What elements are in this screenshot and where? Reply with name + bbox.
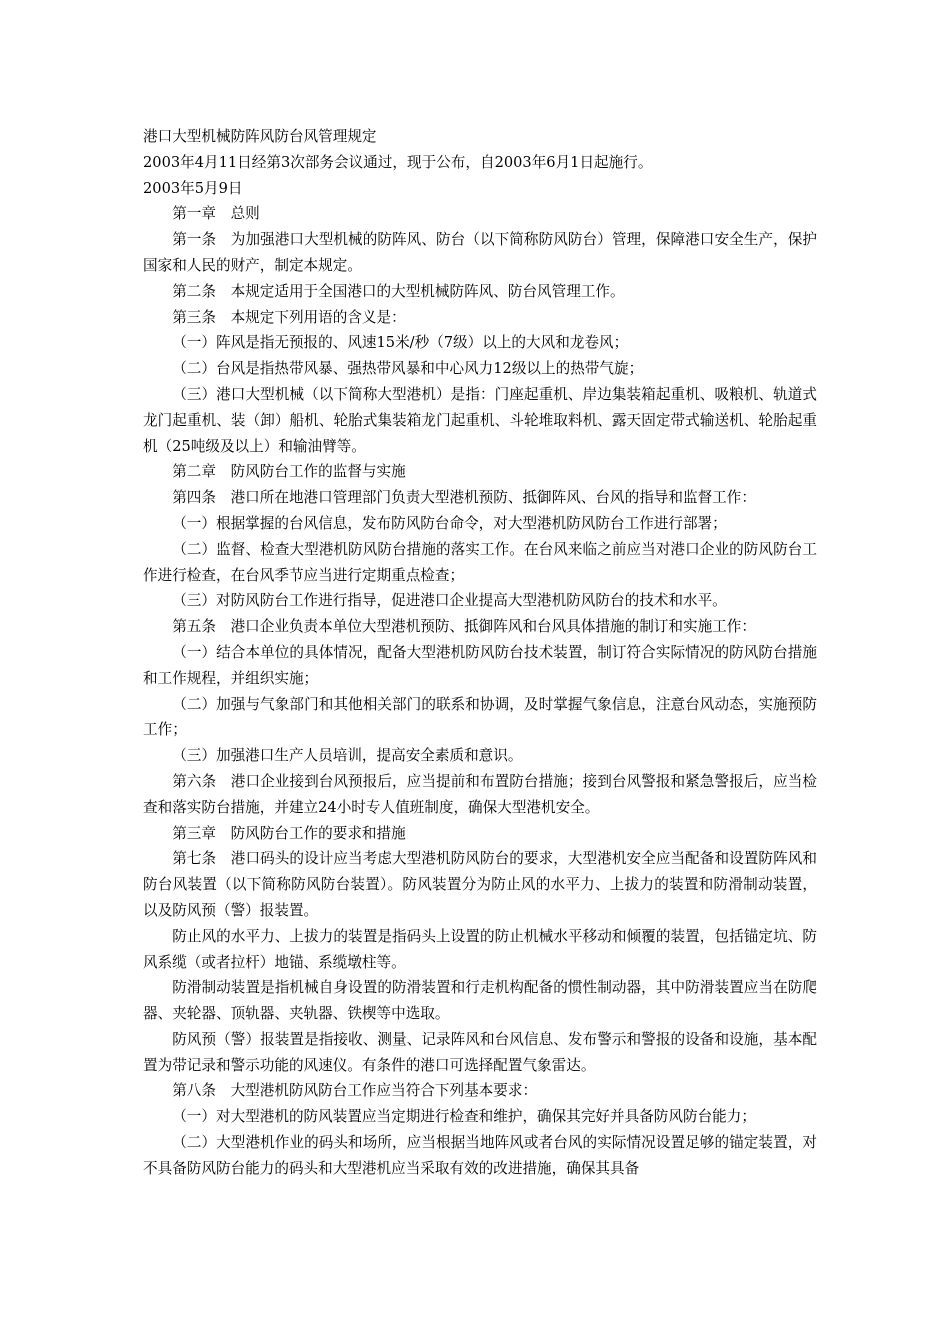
chapter-2-heading: 第二章 防风防台工作的监督与实施 — [172, 463, 406, 481]
chapter-1-heading: 第一章 总则 — [172, 205, 260, 223]
adoption-notice: 2003年4月11日经第3次部务会议通过，现于公布，自2003年6月1日起施行。 — [143, 153, 653, 171]
document-title: 港口大型机械防阵风防台风管理规定 — [143, 128, 377, 145]
article-5-item-2: （二）加强与气象部门和其他相关部门的联系和协调，及时掌握气象信息，注意台风动态，实施预防工作； — [143, 695, 817, 739]
article-6: 第六条 港口企业接到台风预报后，应当提前和布置防台措施；接到台风警报和紧急警报后，应当检查和落实防台措施，并建立24小时专人值班制度，确保大型港机安全。 — [143, 772, 817, 816]
issue-date: 2003年5月9日 — [143, 179, 243, 197]
article-7-para-3: 防滑制动装置是指机械自身设置的防滑装置和行走机构配备的惯性制动器，其中防滑装置应当在防爬器、夹轮器、顶轨器、夹轨器、铁楔等中选取。 — [143, 979, 817, 1023]
article-5-item-1: （一）结合本单位的具体情况，配备大型港机防风防台技术装置，制订符合实际情况的防风防台措施和工作规程，并组织实施； — [143, 643, 817, 687]
article-3-item-3: （三）港口大型机械（以下简称大型港机）是指：门座起重机、岸边集装箱起重机、吸粮机、轨道式龙门起重机、装（卸）船机、轮胎式集装箱龙门起重机、斗轮堆取料机、露天固定带式输送机、轮胎起重机（25吨级及以上）和输油臂等。 — [143, 385, 817, 455]
article-3-item-2: （二）台风是指热带风暴、强热带风暴和中心风力12级以上的热带气旋； — [172, 360, 644, 378]
chapter-3-heading: 第三章 防风防台工作的要求和措施 — [172, 824, 406, 842]
article-5: 第五条 港口企业负责本单位大型港机预防、抵御阵风和台风具体措施的制订和实施工作： — [172, 618, 756, 636]
article-7-para-4: 防风预（警）报装置是指接收、测量、记录阵风和台风信息、发布警示和警报的设备和设施，基本配置为带记录和警示功能的风速仪。有条件的港口可选择配置气象雷达。 — [143, 1030, 817, 1074]
article-4-item-1: （一）根据掌握的台风信息，发布防风防台命令，对大型港机防风防台工作进行部署； — [172, 514, 727, 532]
article-7-para-2: 防止风的水平力、上拔力的装置是指码头上设置的防止机械水平移动和倾覆的装置，包括锚定坑、防风系缆（或者拉杆）地锚、系缆墩柱等。 — [143, 927, 817, 971]
article-8-item-1: （一）对大型港机的防风装置应当定期进行检查和维护，确保其完好并具备防风防台能力； — [172, 1108, 756, 1126]
article-8-item-2: （二）大型港机作业的码头和场所，应当根据当地阵风或者台风的实际情况设置足够的锚定装置，对不具备防风防台能力的码头和大型港机应当采取有效的改进措施，确保其具备 — [143, 1134, 817, 1177]
article-4-item-2: （二）监督、检查大型港机防风防台措施的落实工作。在台风来临之前应当对港口企业的防风防台工作进行检查，在台风季节应当进行定期重点检查； — [143, 540, 817, 584]
document-body — [143, 124, 817, 1182]
article-2: 第二条 本规定适用于全国港口的大型机械防阵风、防台风管理工作。 — [172, 282, 625, 300]
article-3-item-1: （一）阵风是指无预报的、风速15米/秒（7级）以上的大风和龙卷风； — [172, 334, 629, 352]
article-4-item-3: （三）对防风防台工作进行指导，促进港口企业提高大型港机防风防台的技术和水平。 — [172, 592, 727, 610]
article-7: 第七条 港口码头的设计应当考虑大型港机防风防台的要求，大型港机安全应当配备和设置防阵风和防台风装置（以下简称防风防台装置）。防风装置分为防止风的水平力、上拔力的装置和防滑制动装置，以及防风预（警）报装置。 — [143, 850, 817, 919]
article-4: 第四条 港口所在地港口管理部门负责大型港机预防、抵御阵风、台风的指导和监督工作： — [172, 489, 756, 507]
article-3: 第三条 本规定下列用语的含义是： — [172, 308, 406, 326]
article-8: 第八条 大型港机防风防台工作应当符合下列基本要求： — [172, 1082, 538, 1100]
article-5-item-3: （三）加强港口生产人员培训，提高安全素质和意识。 — [172, 747, 523, 765]
article-1: 第一条 为加强港口大型机械的防阵风、防台（以下简称防风防台）管理，保障港口安全生产，保护国家和人民的财产，制定本规定。 — [143, 231, 817, 274]
